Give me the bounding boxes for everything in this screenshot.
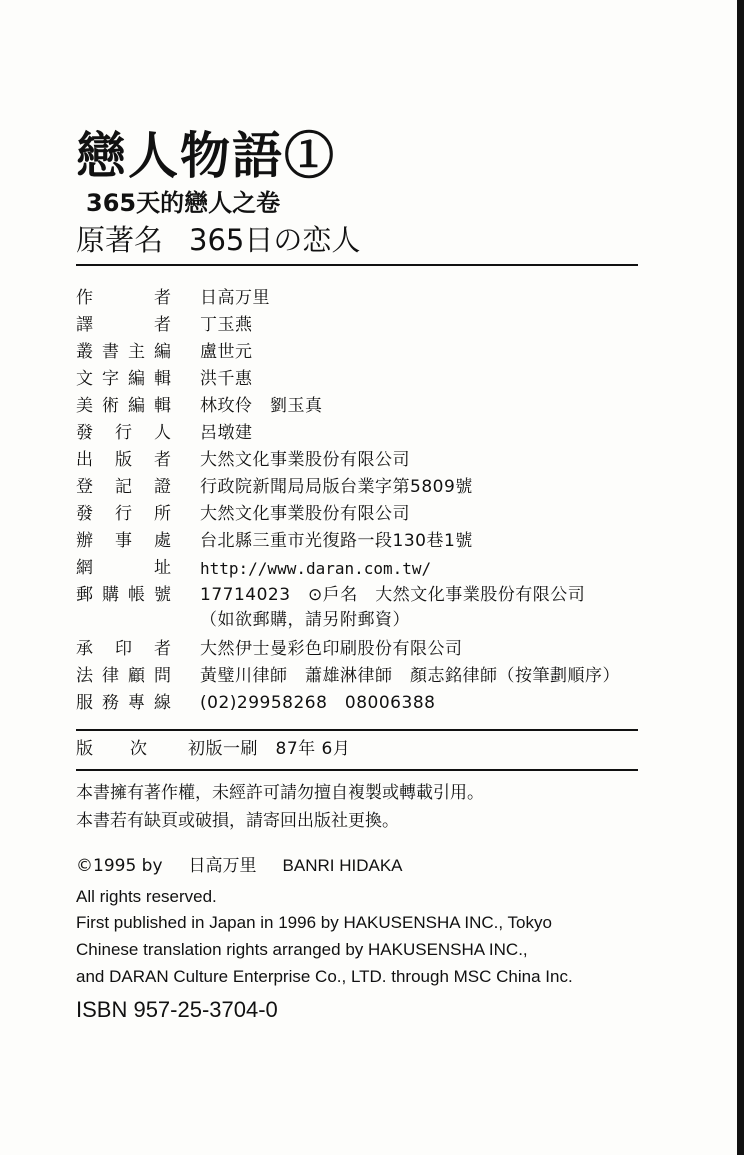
- credit-label: 譯者: [76, 315, 172, 335]
- credit-value: 日高万里: [200, 288, 270, 308]
- credit-value: 行政院新聞局局版台業字第5809號: [200, 477, 473, 497]
- copyright-year: ©1995 by: [76, 856, 163, 876]
- divider-top: [76, 264, 638, 266]
- credit-label: 美術編輯: [76, 396, 172, 416]
- credit-value: 大然文化事業股份有限公司: [200, 450, 410, 470]
- credit-label: 發行所: [76, 504, 172, 524]
- credit-label: 辦事處: [76, 531, 172, 551]
- credit-label: 網址: [76, 558, 172, 578]
- credit-label: 郵購帳號: [76, 585, 172, 605]
- credit-label: 服務專線: [76, 693, 172, 713]
- credit-value: 洪千惠: [200, 369, 253, 389]
- credit-value: 盧世元: [200, 342, 253, 362]
- credit-value: 黃璧川律師 蕭雄淋律師 顏志銘律師（按筆劃順序）: [200, 666, 620, 686]
- credit-value: 大然文化事業股份有限公司: [200, 504, 410, 524]
- credit-label: 承印者: [76, 639, 172, 659]
- book-title: 戀人物語①: [76, 126, 336, 185]
- credit-value: (02)29958268 08006388: [200, 693, 436, 713]
- credit-label: 叢書主編: [76, 342, 172, 362]
- original-title-value: 365日の恋人: [189, 223, 361, 257]
- credit-value: 大然伊士曼彩色印刷股份有限公司: [200, 639, 463, 659]
- copyright-author-en: BANRI HIDAKA: [282, 856, 403, 875]
- website-link[interactable]: http://www.daran.com.tw/: [200, 559, 432, 578]
- edition-label: 版次: [76, 739, 148, 759]
- credit-label: 法律顧問: [76, 666, 172, 686]
- credit-label: 作者: [76, 288, 172, 308]
- return-notice: 本書若有缺頁或破損，請寄回出版社更換。: [76, 811, 399, 831]
- page-edge-shadow: [737, 0, 744, 1155]
- translation-rights-line: Chinese translation rights arranged by HAKUSENSHA INC.,: [76, 940, 528, 959]
- credit-value: 林玫伶 劉玉真: [200, 396, 323, 416]
- original-title: [76, 222, 360, 258]
- book-subtitle: 365天的戀人之卷: [86, 189, 281, 217]
- mail-order-note: （如欲郵購，請另附郵資）: [200, 610, 410, 630]
- publication-line: First published in Japan in 1996 by HAKUSENSHA INC., Tokyo: [76, 913, 552, 932]
- credit-value: 台北縣三重市光復路一段130巷1號: [200, 531, 473, 551]
- credit-value: 17714023 ⊙戶名 大然文化事業股份有限公司: [200, 585, 586, 605]
- rights-line: All rights reserved.: [76, 887, 217, 906]
- credit-label: 發行人: [76, 423, 172, 443]
- agency-line: and DARAN Culture Enterprise Co., LTD. through MSC China Inc.: [76, 967, 573, 986]
- copyright-line: [76, 852, 429, 880]
- copyright-author-jp: 日高万里: [188, 856, 257, 876]
- credit-label: 文字編輯: [76, 369, 172, 389]
- credit-label: 出版者: [76, 450, 172, 470]
- credit-value: 丁玉燕: [200, 315, 253, 335]
- edition-value: 初版一刷 87年 6月: [188, 739, 351, 759]
- isbn: ISBN 957-25-3704-0: [76, 997, 278, 1022]
- divider-bottom: [76, 769, 638, 771]
- copyright-notice: 本書擁有著作權，未經許可請勿擅自複製或轉載引用。: [76, 783, 484, 803]
- credit-label: 登記證: [76, 477, 172, 497]
- divider-middle: [76, 729, 638, 731]
- original-title-label: 原著名: [76, 223, 164, 257]
- credit-value: 呂墩建: [200, 423, 253, 443]
